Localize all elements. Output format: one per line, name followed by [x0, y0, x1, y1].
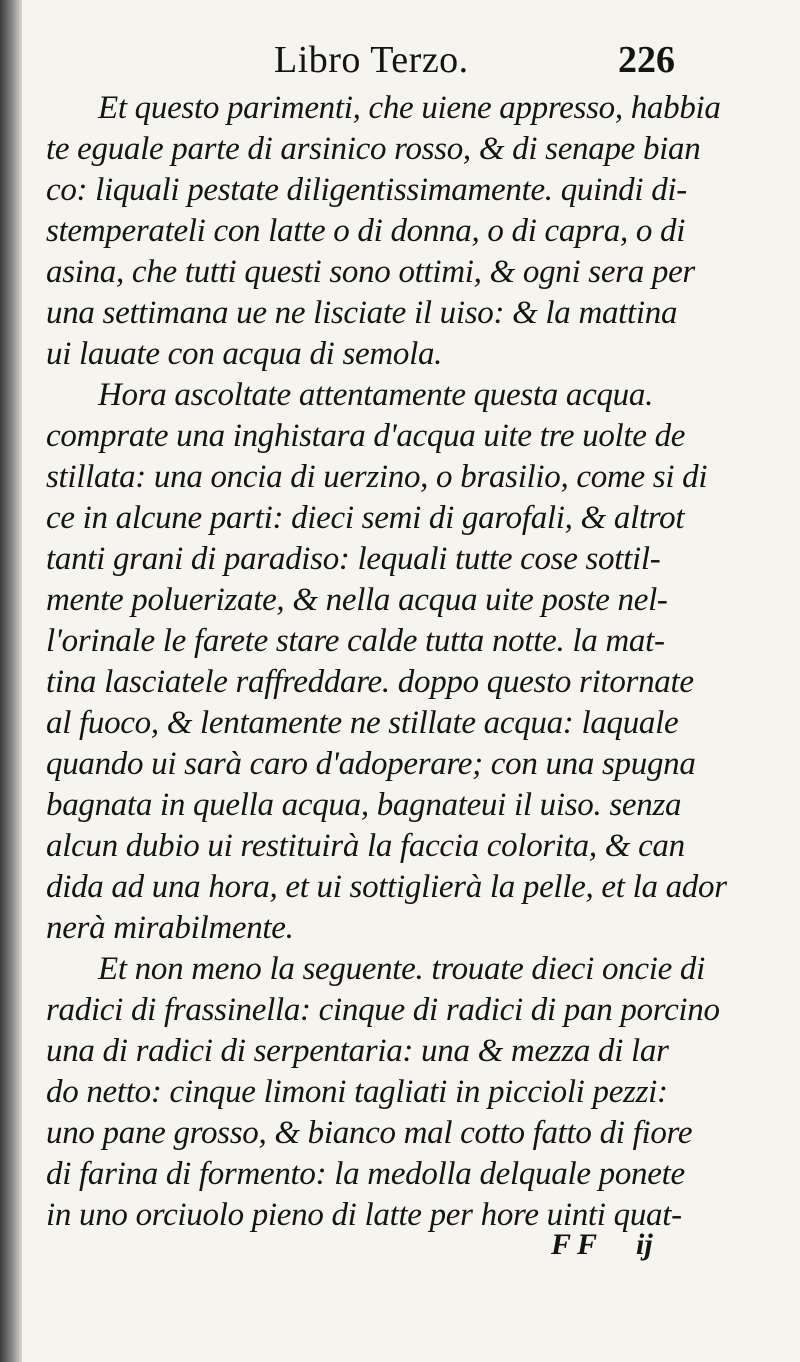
text-line: una settimana ue ne lisciate il uiso: & la mattina — [46, 295, 678, 331]
text-line: radici di frassinella: cinque di radici di pan porcino — [46, 992, 720, 1028]
page-gutter — [0, 0, 22, 1362]
text-line: Hora ascoltate attentamente questa acqua. — [98, 377, 654, 413]
text-line: co: liquali pestate diligentissimamente. quindi di- — [46, 172, 687, 208]
signature-number: ij — [636, 1228, 653, 1261]
text-line: quando ui sarà caro d'adoperare; con una spugna — [46, 746, 696, 782]
paragraph-1 — [46, 88, 766, 375]
text-line: di farina di formento: la medolla delquale ponete — [46, 1156, 685, 1192]
paragraph-3 — [46, 949, 766, 1236]
paragraph-2 — [46, 375, 766, 949]
text-line: te eguale parte di arsinico rosso, & di senape bian — [46, 131, 701, 167]
text-line: asina, che tutti questi sono ottimi, & ogni sera per — [46, 254, 695, 290]
text-line: Et non meno la seguente. trouate dieci oncie di — [98, 951, 705, 987]
body-text — [46, 88, 766, 1236]
text-line: alcun dubio ui restituirà la faccia colorita, & can — [46, 828, 685, 864]
running-title: Libro Terzo. — [274, 39, 469, 81]
text-line: mente poluerizate, & nella acqua uite poste nel- — [46, 582, 668, 618]
text-line: al fuoco, & lentamente ne stillate acqua: laquale — [46, 705, 679, 741]
text-line: una di radici di serpentaria: una & mezza di lar — [46, 1033, 669, 1069]
text-line: tanti grani di paradiso: lequali tutte cose sottil- — [46, 541, 661, 577]
text-line: tina lasciatele raffreddare. doppo questo ritornate — [46, 664, 694, 700]
text-line: ui lauate con acqua di semola. — [46, 336, 443, 372]
text-line: comprate una inghistara d'acqua uite tre uolte de — [46, 418, 686, 454]
text-line: Et questo parimenti, che uiene appresso, habbia — [98, 90, 721, 126]
text-line: do netto: cinque limoni tagliati in piccioli pezzi: — [46, 1074, 668, 1110]
text-line: in uno orciuolo pieno di latte per hore uinti quat- — [46, 1197, 682, 1233]
text-line: l'orinale le farete stare calde tutta notte. la mat- — [46, 623, 665, 659]
page-number: 226 — [618, 39, 675, 81]
text-line: uno pane grosso, & bianco mal cotto fatto di fiore — [46, 1115, 693, 1151]
text-line: nerà mirabilmente. — [46, 910, 294, 946]
book-page — [46, 0, 786, 1362]
text-line: stillata: una oncia di uerzino, o brasilio, come si di — [46, 459, 708, 495]
text-line: bagnata in quella acqua, bagnateui il uiso. senza — [46, 787, 682, 823]
page-footer — [46, 1228, 776, 1278]
signature-mark: FF — [551, 1228, 604, 1261]
page-header — [46, 38, 776, 88]
text-line: stemperateli con latte o di donna, o di capra, o di — [46, 213, 686, 249]
text-line: ce in alcune parti: dieci semi di garofali, & altrot — [46, 500, 685, 536]
text-line: dida ad una hora, et ui sottiglierà la pelle, et la ador — [46, 869, 727, 905]
